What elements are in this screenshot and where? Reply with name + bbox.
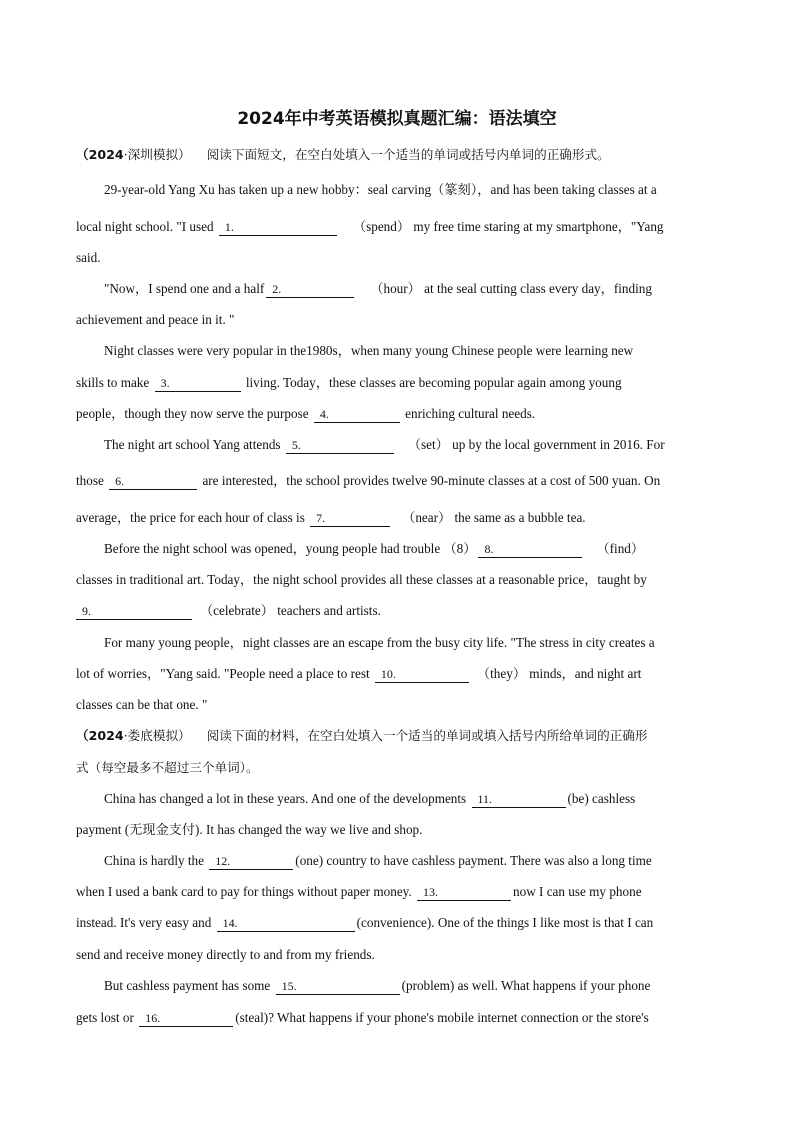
text-run: （near） the same as a bubble tea. [402,510,586,525]
text-run: "Now，I spend one and a half [104,281,265,296]
text-run: For many young people，night classes are an escape from the busy city life. "The stress in city creates a [104,635,655,650]
text-run: now I can use my phone [513,884,642,899]
para-line [104,976,650,996]
text-run: said. [76,250,101,265]
answer-blank-12[interactable]: 12. [209,854,293,870]
section1-source [76,147,191,162]
text-run: (be) cashless [567,791,636,806]
answer-blank-10[interactable]: 10. [375,667,469,683]
answer-blank-3[interactable]: 3. [155,376,241,392]
text-run: classes in traditional art. Today，the night school provides all these classes at a reasonable price，taught by [76,572,647,587]
text-run: those [76,473,108,488]
answer-blank-9[interactable]: 9. [76,604,192,620]
para-line [76,601,381,621]
text-run: （hour） at the seal cutting class every day，finding [370,281,652,296]
para-line [76,404,535,424]
text-run: skills to make [76,375,153,390]
text-run: 29-year-old Yang Xu has taken up a new hobby：seal carving（篆刻），and has been taking classes at a [104,182,657,197]
section1-source-place: ·深圳模拟） [123,147,191,162]
para-line [76,1008,649,1028]
answer-blank-1[interactable]: 1. [219,220,337,236]
para-line [76,913,653,933]
para-line [76,664,641,684]
section2-instruction: 阅读下面的材料，在空白处填入一个适当的单词或填入括号内所给单词的正确形 [206,728,648,743]
text-run: when I used a bank card to pay for things without paper money. [76,884,415,899]
para-line [76,508,586,528]
para-line [76,945,375,965]
text-run: payment (无现金支付). It has changed the way we live and shop. [76,822,423,837]
para-line [76,882,642,902]
para-line [104,851,652,871]
text-run: classes can be that one. " [76,697,208,712]
section2-header [76,726,647,746]
para-line [76,695,207,715]
answer-blank-16[interactable]: 16. [139,1011,233,1027]
text-run: China has changed a lot in these years. And one of the developments [104,791,470,806]
text-run: (steal)? What happens if your phone's mobile internet connection or the store's [235,1010,649,1025]
text-run: instead. It's very easy and [76,915,215,930]
text-run: Before the night school was opened，young people had trouble （8） [104,541,477,556]
section2-instruction-cont: 式（每空最多不超过三个单词）。 [76,760,259,775]
answer-blank-15[interactable]: 15. [276,979,400,995]
para-line [76,471,660,491]
section1-instruction: 阅读下面短文，在空白处填入一个适当的单词或括号内单词的正确形式。 [206,147,610,162]
para-line [104,435,665,455]
text-run: enriching cultural needs. [401,406,536,421]
text-run: Night classes were very popular in the1980s，when many young Chinese people were learning new [104,343,634,358]
answer-blank-11[interactable]: 11. [472,792,566,808]
text-run: achievement and peace in it. " [76,312,235,327]
answer-blank-7[interactable]: 7. [310,511,390,527]
text-run: China is hardly the [104,853,208,868]
para-line [104,180,657,200]
section2-source [76,728,191,743]
para-line [76,570,647,590]
para-line [76,248,101,268]
text-run: lot of worries，"Yang said. "People need a place to rest [76,666,373,681]
text-run: The night art school Yang attends [104,437,284,452]
answer-blank-5[interactable]: 5. [286,438,394,454]
text-run: people，though they now serve the purpose [76,406,312,421]
para-line [104,539,644,559]
section1-source-year: （2024 [76,147,124,162]
answer-blank-14[interactable]: 14. [217,916,355,932]
answer-blank-8[interactable]: 8. [478,542,582,558]
answer-blank-4[interactable]: 4. [314,407,400,423]
text-run: (convenience). One of the things I like most is that I can [356,915,654,930]
text-run: local night school. "I used [76,219,217,234]
text-run: send and receive money directly to and from my friends. [76,947,375,962]
page-title: 2024年中考英语模拟真题汇编：语法填空 [237,109,557,129]
section2-source-year: （2024 [76,728,124,743]
text-run: （they） minds，and night art [476,666,642,681]
text-run: are interested，the school provides twelve 90-minute classes at a cost of 500 yuan. On [199,473,661,488]
text-run: （find） [596,541,645,556]
text-run: gets lost or [76,1010,138,1025]
text-run: (problem) as well. What happens if your phone [401,978,651,993]
text-run: （spend） my free time staring at my smartphone，"Yang [352,219,664,234]
answer-blank-6[interactable]: 6. [109,474,197,490]
para-line [76,217,664,237]
answer-blank-2[interactable]: 2. [266,282,354,298]
text-run: living. Today，these classes are becoming popular again among young [242,375,622,390]
section2-source-place: ·娄底模拟） [123,728,191,743]
para-line [76,373,622,393]
para-line [76,310,234,330]
text-run: (one) country to have cashless payment. There was also a long time [295,853,652,868]
text-run: average，the price for each hour of class is [76,510,309,525]
text-run: （set） up by the local government in 2016. For [407,437,665,452]
para-line [104,789,635,809]
answer-blank-13[interactable]: 13. [417,885,511,901]
section1-header [76,145,610,165]
text-run: But cashless payment has some [104,978,274,993]
para-line [76,820,422,840]
para-line [104,633,655,653]
text-run: （celebrate） teachers and artists. [200,603,381,618]
para-line [104,341,633,361]
para-line [104,279,652,299]
